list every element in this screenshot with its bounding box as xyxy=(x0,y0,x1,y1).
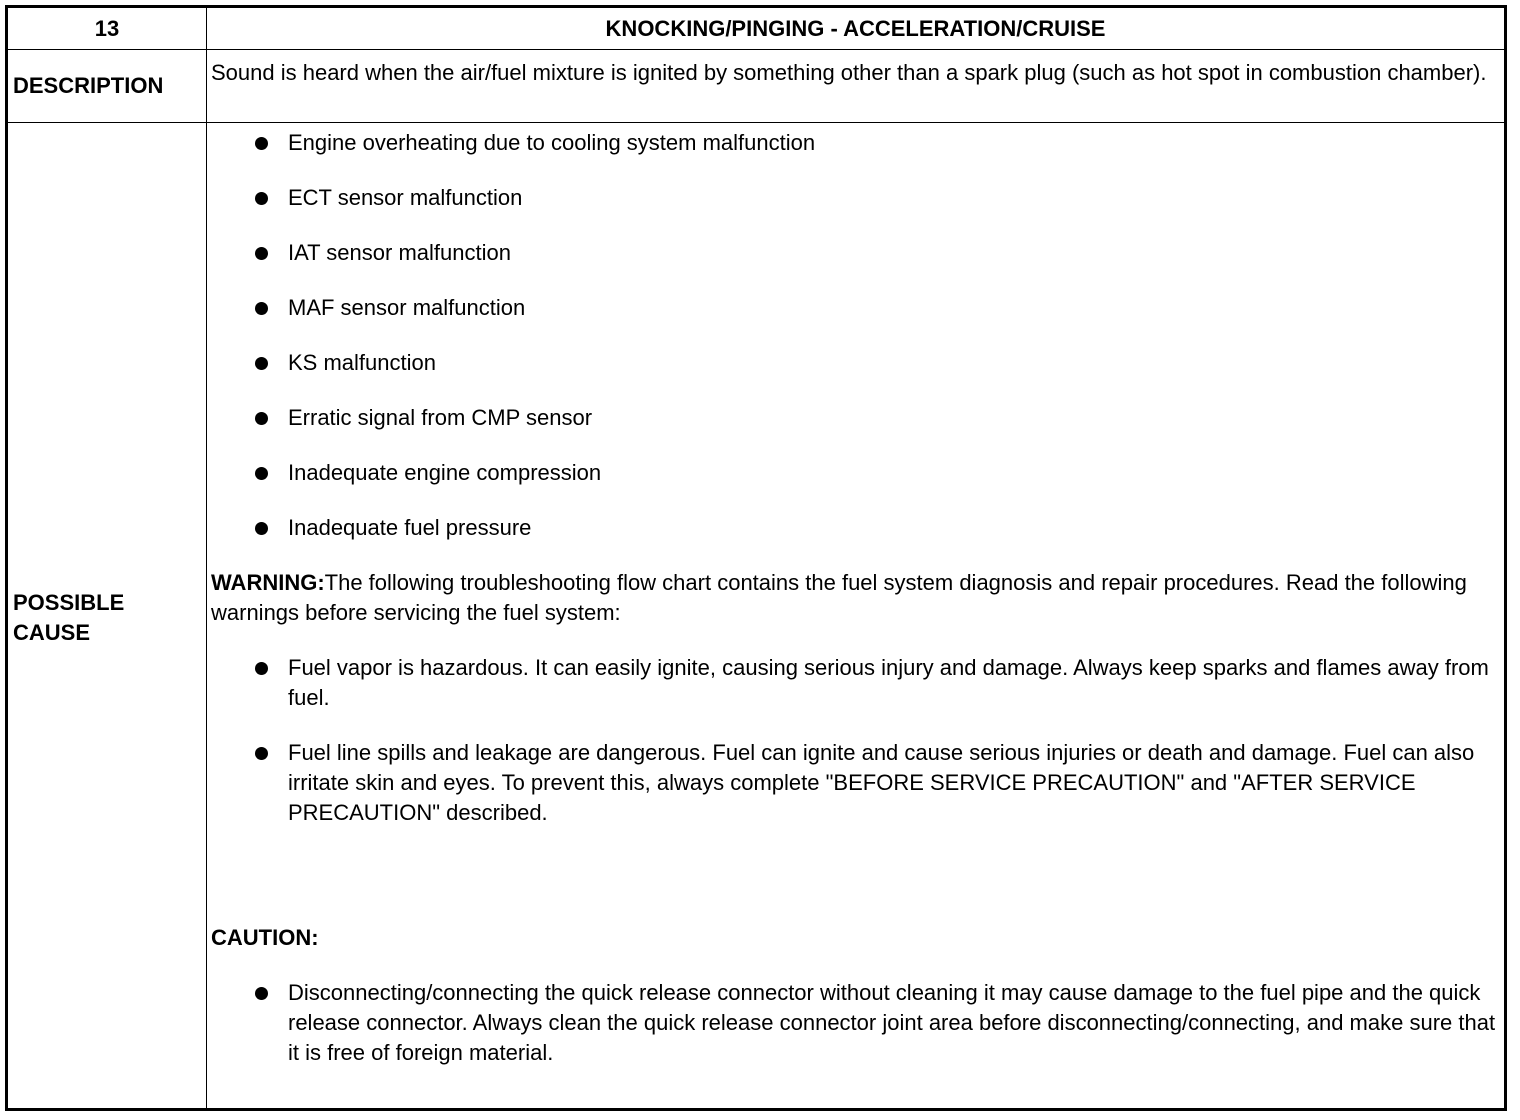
cause-text: ECT sensor malfunction xyxy=(288,185,523,210)
step-number: 13 xyxy=(94,15,120,41)
cause-text: Inadequate fuel pressure xyxy=(288,515,532,540)
list-item xyxy=(211,293,1501,348)
bullet-icon xyxy=(255,747,268,760)
bullet-icon xyxy=(255,522,268,535)
cause-text: IAT sensor malfunction xyxy=(288,240,511,265)
caution-item-text: Disconnecting/connecting the quick release connector without cleaning it may cause damage to the fuel pipe and the quick release connector. Always clean the quick release connector joint area before disconnecting/connecting, and make sure that it is free of foreign material. xyxy=(288,980,1496,1065)
list-item xyxy=(211,513,1501,568)
cause-list xyxy=(211,128,1501,568)
caution-list xyxy=(211,978,1501,1068)
warning-paragraph xyxy=(211,568,1501,628)
bullet-icon xyxy=(255,412,268,425)
bullet-icon xyxy=(255,302,268,315)
list-item xyxy=(211,348,1501,403)
bullet-icon xyxy=(255,357,268,370)
bullet-icon xyxy=(255,467,268,480)
description-text: Sound is heard when the air/fuel mixture is ignited by something other than a spark plug (such as hot spot in combustion chamber). xyxy=(211,60,1487,85)
list-item xyxy=(211,183,1501,238)
cause-text: Engine overheating due to cooling system malfunction xyxy=(288,130,816,155)
possible-cause-content xyxy=(211,128,1501,1068)
warning-list xyxy=(211,653,1501,828)
list-item xyxy=(211,738,1501,828)
cause-text: MAF sensor malfunction xyxy=(288,295,526,320)
cause-text: KS malfunction xyxy=(288,350,436,375)
bullet-icon xyxy=(255,192,268,205)
list-item xyxy=(211,978,1501,1068)
possible-cause-label xyxy=(13,588,124,648)
warning-text: The following troubleshooting flow chart contains the fuel system diagnosis and repair procedures. Read the following warnings before servicing the fuel system: xyxy=(211,570,1467,625)
list-item xyxy=(211,653,1501,713)
warning-item-text: Fuel line spills and leakage are dangerous. Fuel can ignite and cause serious injuries or death and damage. Fuel can also irritate skin and eyes. To prevent this, always complete "BEFORE SERVICE PRECAUTION" and "AFTER SERVICE PRECAUTION" described. xyxy=(288,740,1475,825)
bullet-icon xyxy=(255,137,268,150)
column-divider xyxy=(206,8,207,1108)
cause-text: Inadequate engine compression xyxy=(288,460,602,485)
page-title: KNOCKING/PINGING - ACCELERATION/CRUISE xyxy=(605,15,1106,41)
description-label: DESCRIPTION xyxy=(13,73,164,98)
bullet-icon xyxy=(255,247,268,260)
cause-text: Erratic signal from CMP sensor xyxy=(288,405,593,430)
list-item xyxy=(211,458,1501,513)
possible-cause-label-line1: POSSIBLE xyxy=(13,590,125,615)
list-item xyxy=(211,403,1501,458)
troubleshooting-table xyxy=(5,5,1507,1111)
bullet-icon xyxy=(255,662,268,675)
bullet-icon xyxy=(255,987,268,1000)
warning-item-text: Fuel vapor is hazardous. It can easily ignite, causing serious injury and damage. Always keep sparks and flames away from fuel. xyxy=(288,655,1489,710)
warning-label: WARNING: xyxy=(211,570,325,595)
possible-cause-label-line2: CAUSE xyxy=(13,620,91,645)
list-item xyxy=(211,238,1501,293)
list-item xyxy=(211,128,1501,183)
row-divider-description xyxy=(8,122,1504,123)
row-divider-header xyxy=(8,49,1504,50)
caution-label: CAUTION: xyxy=(211,925,319,950)
